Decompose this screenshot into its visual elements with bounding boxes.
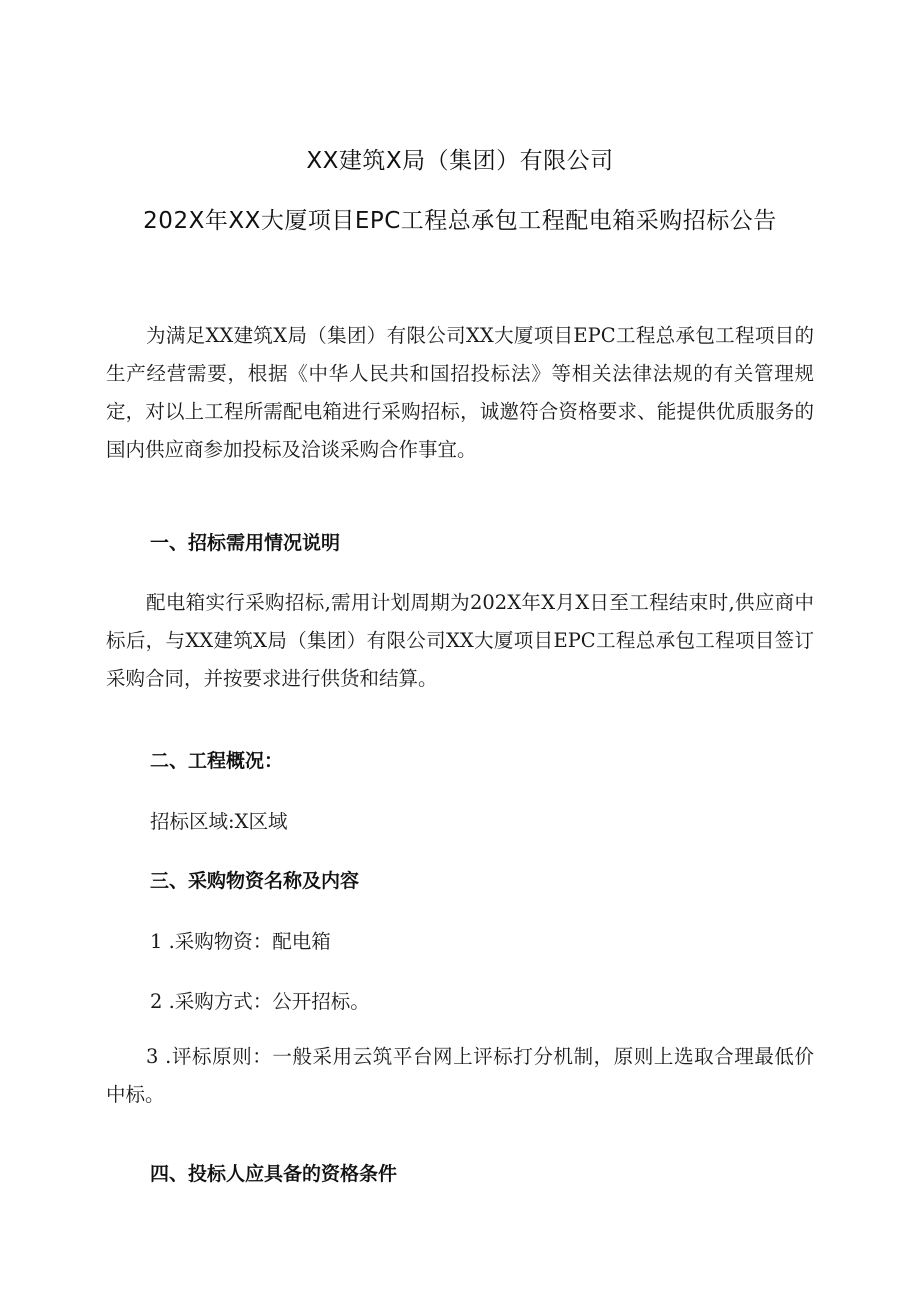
section-1-body: 配电箱实行采购招标,需用计划周期为202X年X月X日至工程结束时,供应商中标后，与XX建筑X局（集团）有限公司XX大厦项目EPC工程总承包工程项目签订采购合同，并按要求进行供货和结算。	[106, 591, 814, 690]
section-3-heading: 三、采购物资名称及内容	[150, 870, 360, 892]
section-2-heading: 二、工程概况：	[150, 750, 284, 772]
intro-paragraph: 为满足XX建筑X局（集团）有限公司XX大厦项目EPC工程总承包工程项目的生产经营需要，根据《中华人民共和国招投标法》等相关法律法规的有关管理规定，对以上工程所需配电箱进行采购招标，诚邀符合资格要求、能提供优质服务的国内供应商参加投标及洽谈采购合作事宜。	[106, 324, 814, 461]
announcement-title: 202X年XX大厦项目EPC工程总承包工程配电箱采购招标公告	[143, 208, 777, 234]
company-title: XX建筑X局（集团）有限公司	[306, 148, 614, 174]
section-3-item-1: 1 .采购物资：配电箱	[150, 930, 331, 953]
section-3-item-2: 2 .采购方式：公开招标。	[150, 990, 370, 1013]
section-2-body: 招标区域:X区域	[150, 810, 288, 833]
section-1-heading: 一、招标需用情况说明	[150, 532, 341, 554]
section-3-item-3: 3 .评标原则：一般采用云筑平台网上评标打分机制，原则上选取合理最低价中标。	[106, 1045, 814, 1106]
section-4-heading: 四、投标人应具备的资格条件	[150, 1163, 398, 1185]
